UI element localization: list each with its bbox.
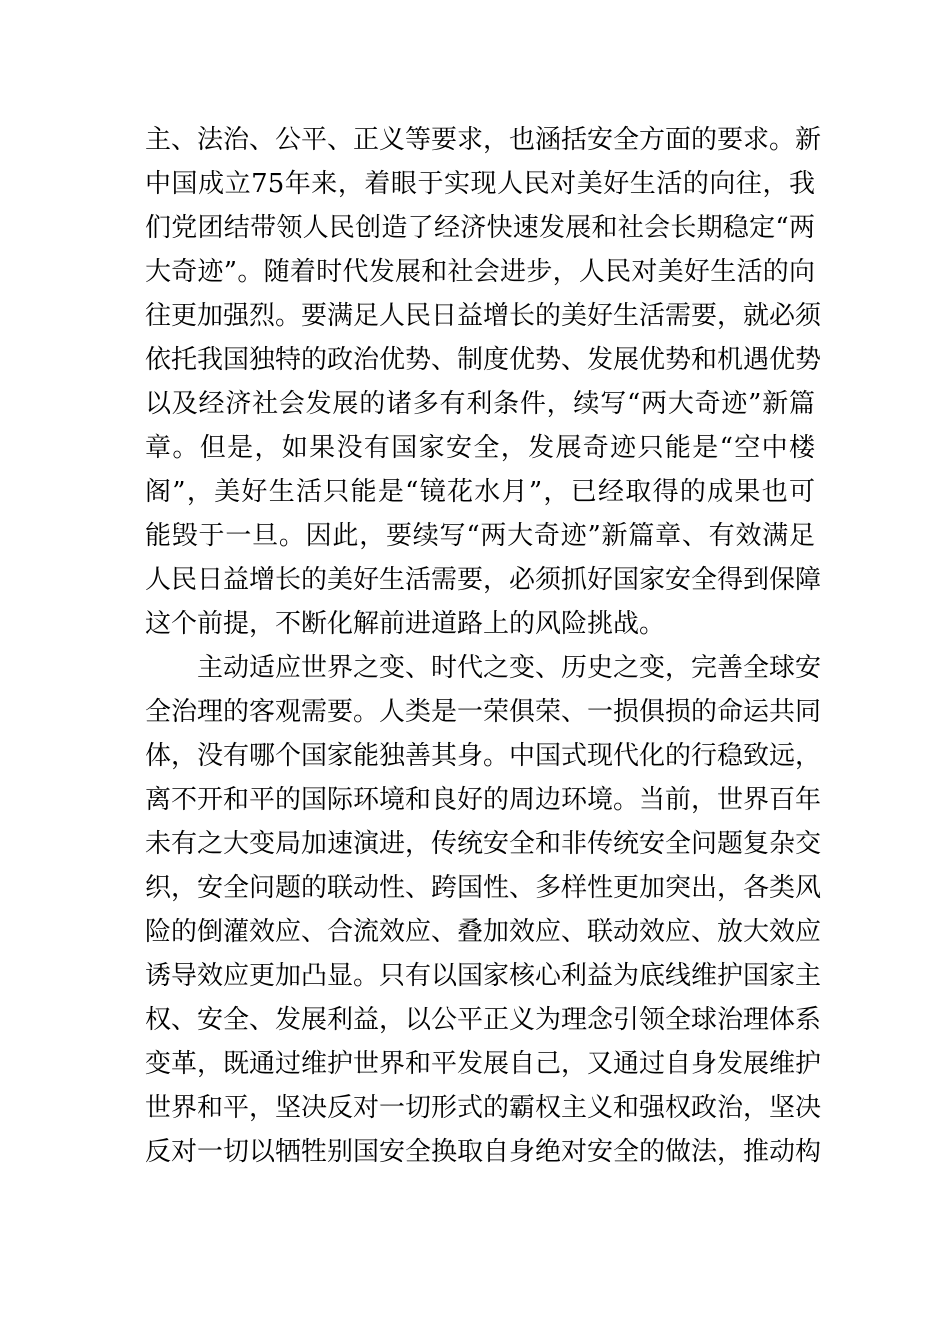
text-line: 反对一切以牺牲别国安全换取自身绝对安全的做法，推动构 (145, 1137, 822, 1167)
text-line: 中国成立75年来，着眼于实现人民对美好生活的向往，我 (145, 169, 815, 199)
text-line: 险的倒灌效应、合流效应、叠加效应、联动效应、放大效应 (145, 917, 822, 947)
paragraph-first-line: 主动适应世界之变、时代之变、历史之变，完善全球安 (197, 653, 822, 683)
text-line: 往更加强烈。要满足人民日益增长的美好生活需要，就必须 (145, 301, 822, 331)
text-line: 全治理的客观需要。人类是一荣俱荣、一损俱损的命运共同 (145, 697, 822, 727)
text-line: 变革，既通过维护世界和平发展自己，又通过自身发展维护 (145, 1049, 822, 1079)
text-line: 以及经济社会发展的诸多有利条件，续写“两大奇迹”新篇 (145, 389, 815, 419)
text-line: 世界和平，坚决反对一切形式的霸权主义和强权政治，坚决 (145, 1093, 822, 1123)
text-line: 大奇迹”。随着时代发展和社会进步，人民对美好生活的向 (145, 257, 815, 287)
text-line: 未有之大变局加速演进，传统安全和非传统安全问题复杂交 (145, 829, 822, 859)
text-line: 依托我国独特的政治优势、制度优势、发展优势和机遇优势 (145, 345, 822, 375)
text-line: 织，安全问题的联动性、跨国性、多样性更加突出，各类风 (145, 873, 822, 903)
paragraph-end-line: 这个前提，不断化解前进道路上的风险挑战。 (145, 609, 666, 639)
text-line: 主、法治、公平、正义等要求，也涵括安全方面的要求。新 (145, 125, 822, 155)
text-line: 权、安全、发展利益，以公平正义为理念引领全球治理体系 (145, 1005, 822, 1035)
text-line: 能毁于一旦。因此，要续写“两大奇迹”新篇章、有效满足 (145, 521, 815, 551)
text-line: 人民日益增长的美好生活需要，必须抓好国家安全得到保障 (145, 565, 822, 595)
text-line: 章。但是，如果没有国家安全，发展奇迹只能是“空中楼 (145, 433, 815, 463)
text-line: 们党团结带领人民创造了经济快速发展和社会长期稳定“两 (145, 213, 815, 243)
text-line: 离不开和平的国际环境和良好的周边环境。当前，世界百年 (145, 785, 822, 815)
text-line: 体，没有哪个国家能独善其身。中国式现代化的行稳致远， (145, 741, 822, 771)
body-text (145, 118, 822, 1174)
text-line: 诱导效应更加凸显。只有以国家核心利益为底线维护国家主 (145, 961, 822, 991)
text-line: 阁”，美好生活只能是“镜花水月”，已经取得的成果也可 (145, 477, 815, 507)
